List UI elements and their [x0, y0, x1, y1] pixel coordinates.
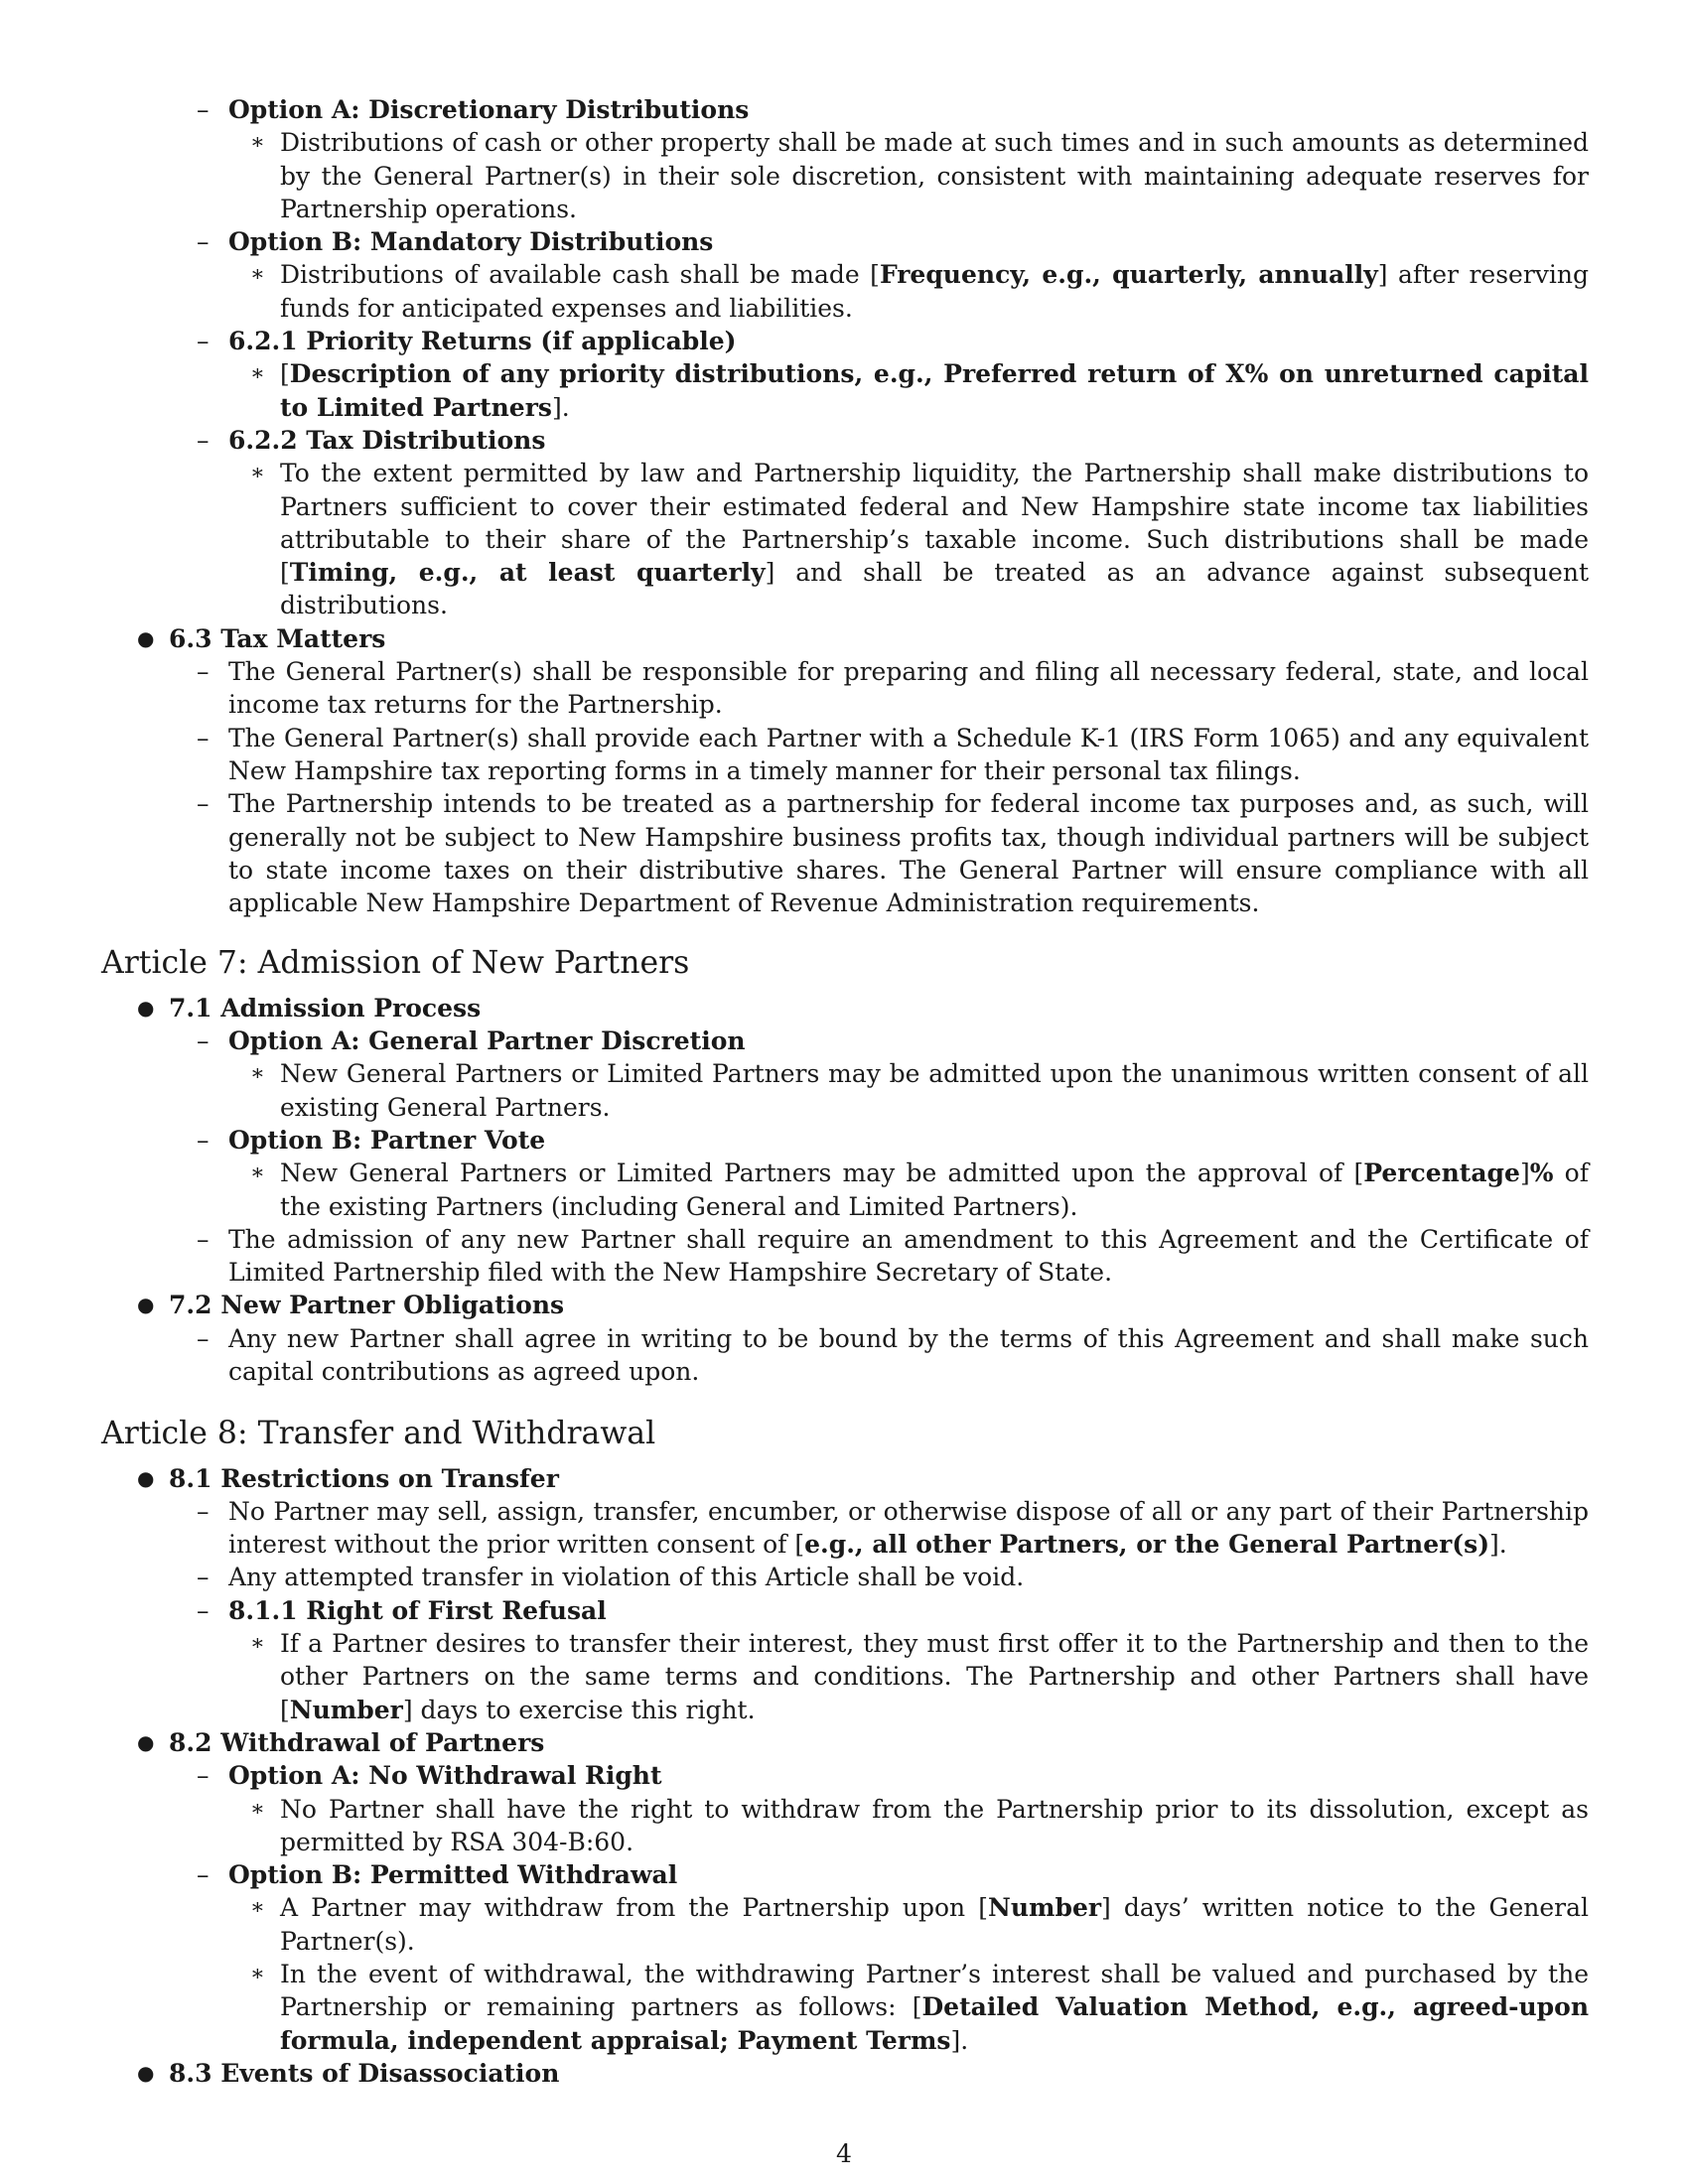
text-run: ].	[950, 2025, 969, 2055]
text-run: To the extent permitted by law and Partnership liquidity, the Partnership shall make distributions to Partners sufficient to cover their estimated federal and New Hampshire state income tax liabilities attributable to their share of the Partnership’s taxable income. Such distributions shall be made [	[280, 459, 1589, 588]
list-item	[101, 1289, 1589, 1321]
list-item	[101, 655, 1589, 722]
option-title: Option B: Permitted Withdrawal	[228, 1860, 678, 1890]
list-item	[101, 1223, 1589, 1290]
dash-marker: –	[197, 1595, 210, 1625]
dash-marker: –	[197, 1496, 210, 1526]
placeholder-text: Detailed Valuation Method, e.g., agreed-upon formula, independent appraisal; Payment Terms	[280, 1992, 1589, 2055]
list-item	[101, 1157, 1589, 1223]
section-title: 8.1 Restrictions on Transfer	[169, 1463, 559, 1493]
text-run: ] and shall be treated as an advance against subsequent distributions.	[280, 558, 1589, 620]
paragraph: The General Partner(s) shall provide each Partner with a Schedule K-1 (IRS Form 1065) and any equivalent New Hampshire tax reporting forms in a timely manner for their personal tax filings.	[228, 723, 1589, 785]
dash-marker: –	[197, 227, 210, 257]
paragraph: No Partner shall have the right to withdraw from the Partnership prior to its dissolution, except as permitted by RSA 304-B:60.	[280, 1794, 1589, 1856]
list-item	[101, 1858, 1589, 1891]
paragraph: The General Partner(s) shall be responsible for preparing and filing all necessary federal, state, and local income tax returns for the Partnership.	[228, 657, 1589, 720]
bullet-marker: ●	[137, 1293, 155, 1317]
option-title: Option A: General Partner Discretion	[228, 1026, 746, 1056]
placeholder-text: Timing, e.g., at least quarterly	[289, 558, 766, 588]
list-item	[101, 992, 1589, 1024]
text-run: If a Partner desires to transfer their interest, they must first offer it to the Partnership and then to the other Partners on the same terms and conditions. The Partnership and other Partners shall have [	[280, 1629, 1589, 1724]
text-run: A Partner may withdraw from the Partnership upon [	[280, 1893, 988, 1923]
text-run: No Partner may sell, assign, transfer, encumber, or otherwise dispose of all or any part of their Partnership interest without the prior written consent of [	[228, 1496, 1589, 1560]
placeholder-text: Number	[988, 1893, 1102, 1923]
placeholder-text: Frequency, e.g., quarterly, annually	[879, 260, 1378, 290]
dash-marker: –	[197, 1125, 210, 1155]
list-item	[101, 1793, 1589, 1859]
option-title: Option A: No Withdrawal Right	[228, 1761, 662, 1791]
paragraph: Distributions of cash or other property shall be made at such times and in such amounts as determined by the General Partner(s) in their sole discretion, consistent with maintaining adequate reserves for Partnership operations.	[280, 128, 1589, 223]
placeholder-text: e.g., all other Partners, or the General Partner(s)	[804, 1530, 1490, 1560]
article-heading: Article 7: Admission of New Partners	[101, 945, 690, 982]
list-item	[101, 787, 1589, 919]
text-run: ] days’ written notice to the General Partner(s).	[280, 1893, 1589, 1956]
text-run: ] after reserving funds for anticipated expenses and liabilities.	[280, 260, 1589, 323]
text-run: ].	[1489, 1530, 1507, 1560]
list-item	[101, 424, 1589, 457]
list-item	[101, 126, 1589, 225]
list-item	[101, 357, 1589, 424]
dash-marker: –	[197, 1323, 210, 1353]
placeholder-text: Description of any priority distributions, e.g., Preferred return of X% on unreturned capital to Limited Partners	[280, 359, 1589, 422]
bullet-marker: ●	[137, 625, 155, 650]
section-title: 6.3 Tax Matters	[169, 623, 386, 653]
list-item	[101, 2057, 1589, 2090]
asterisk-marker: ∗	[250, 262, 265, 288]
list-item	[101, 225, 1589, 258]
list-item	[101, 1594, 1589, 1627]
paragraph: Any new Partner shall agree in writing to be bound by the terms of this Agreement and shall make such capital contributions as agreed upon.	[228, 1323, 1589, 1386]
list-item	[101, 1627, 1589, 1726]
asterisk-marker: ∗	[250, 1061, 265, 1087]
text-run: ]	[1519, 1159, 1530, 1188]
list-item	[101, 622, 1589, 655]
text-run: Distributions of available cash shall be made [	[280, 260, 880, 290]
list-item	[101, 1462, 1589, 1495]
list-item	[101, 1726, 1589, 1759]
bullet-marker: ●	[137, 1465, 155, 1490]
paragraph: The admission of any new Partner shall require an amendment to this Agreement and the Certificate of Limited Partnership filed with the New Hampshire Secretary of State.	[228, 1224, 1589, 1288]
asterisk-marker: ∗	[250, 1962, 265, 1987]
bullet-marker: ●	[137, 2060, 155, 2085]
subsection-title: 6.2.1 Priority Returns (if applicable)	[228, 327, 737, 356]
option-title: Option A: Discretionary Distributions	[228, 95, 750, 124]
text-run: In the event of withdrawal, the withdrawing Partner’s interest shall be valued and purchased by the Partnership or remaining partners as follows: [	[280, 1960, 1589, 2022]
paragraph: Any attempted transfer in violation of this Article shall be void.	[228, 1563, 1025, 1592]
text-run: of the existing Partners (including General and Limited Partners).	[280, 1159, 1589, 1221]
text-run: [	[280, 359, 290, 389]
placeholder-text: %	[1529, 1159, 1554, 1188]
dash-marker: –	[197, 789, 210, 819]
article-heading: Article 8: Transfer and Withdrawal	[101, 1416, 656, 1452]
dash-marker: –	[197, 723, 210, 752]
list-item	[101, 722, 1589, 788]
dash-marker: –	[197, 1761, 210, 1791]
subsection-title: 8.1.1 Right of First Refusal	[228, 1595, 607, 1625]
list-item	[101, 258, 1589, 325]
paragraph: New General Partners or Limited Partners may be admitted upon the unanimous written consent of all existing General Partners.	[280, 1059, 1589, 1122]
asterisk-marker: ∗	[250, 1796, 265, 1822]
dash-marker: –	[197, 1860, 210, 1890]
list-item	[101, 93, 1589, 126]
option-title: Option B: Partner Vote	[228, 1125, 546, 1155]
dash-marker: –	[197, 425, 210, 455]
list-item	[101, 1124, 1589, 1157]
section-title: 7.1 Admission Process	[169, 993, 482, 1023]
text-run: ].	[551, 392, 570, 422]
dash-marker: –	[197, 1026, 210, 1056]
asterisk-marker: ∗	[250, 1631, 265, 1657]
section-title: 8.2 Withdrawal of Partners	[169, 1727, 545, 1757]
dash-marker: –	[197, 1224, 210, 1254]
bullet-marker: ●	[137, 1729, 155, 1754]
list-item	[101, 1561, 1589, 1593]
list-item	[101, 1495, 1589, 1562]
asterisk-marker: ∗	[250, 461, 265, 486]
option-title: Option B: Mandatory Distributions	[228, 227, 714, 257]
list-item	[101, 1057, 1589, 1124]
asterisk-marker: ∗	[250, 1160, 265, 1186]
list-item	[101, 1891, 1589, 1958]
subsection-title: 6.2.2 Tax Distributions	[228, 425, 546, 455]
list-item	[101, 457, 1589, 621]
page-number: 4	[836, 2139, 852, 2168]
bullet-marker: ●	[137, 995, 155, 1020]
placeholder-text: Number	[289, 1695, 403, 1724]
list-item	[101, 1024, 1589, 1057]
section-title: 7.2 New Partner Obligations	[169, 1291, 565, 1320]
dash-marker: –	[197, 657, 210, 687]
document-page	[101, 93, 1589, 2090]
list-item	[101, 325, 1589, 357]
asterisk-marker: ∗	[250, 130, 265, 156]
dash-marker: –	[197, 1563, 210, 1592]
section-title: 8.3 Events of Disassociation	[169, 2058, 560, 2088]
list-item	[101, 1322, 1589, 1389]
list-item	[101, 1759, 1589, 1792]
dash-marker: –	[197, 327, 210, 356]
text-run: ] days to exercise this right.	[402, 1695, 756, 1724]
asterisk-marker: ∗	[250, 1895, 265, 1921]
paragraph: The Partnership intends to be treated as a partnership for federal income tax purposes and, as such, will generally not be subject to New Hampshire business profits tax, though individual partners will be subject to state income taxes on their distributive shares. The General Partner will ensure compliance with all applicable New Hampshire Department of Revenue Administration requirements.	[228, 789, 1589, 918]
text-run: New General Partners or Limited Partners may be admitted upon the approval of [	[280, 1159, 1364, 1188]
list-item	[101, 1958, 1589, 2057]
placeholder-text: Percentage	[1363, 1159, 1520, 1188]
dash-marker: –	[197, 95, 210, 124]
asterisk-marker: ∗	[250, 361, 265, 387]
